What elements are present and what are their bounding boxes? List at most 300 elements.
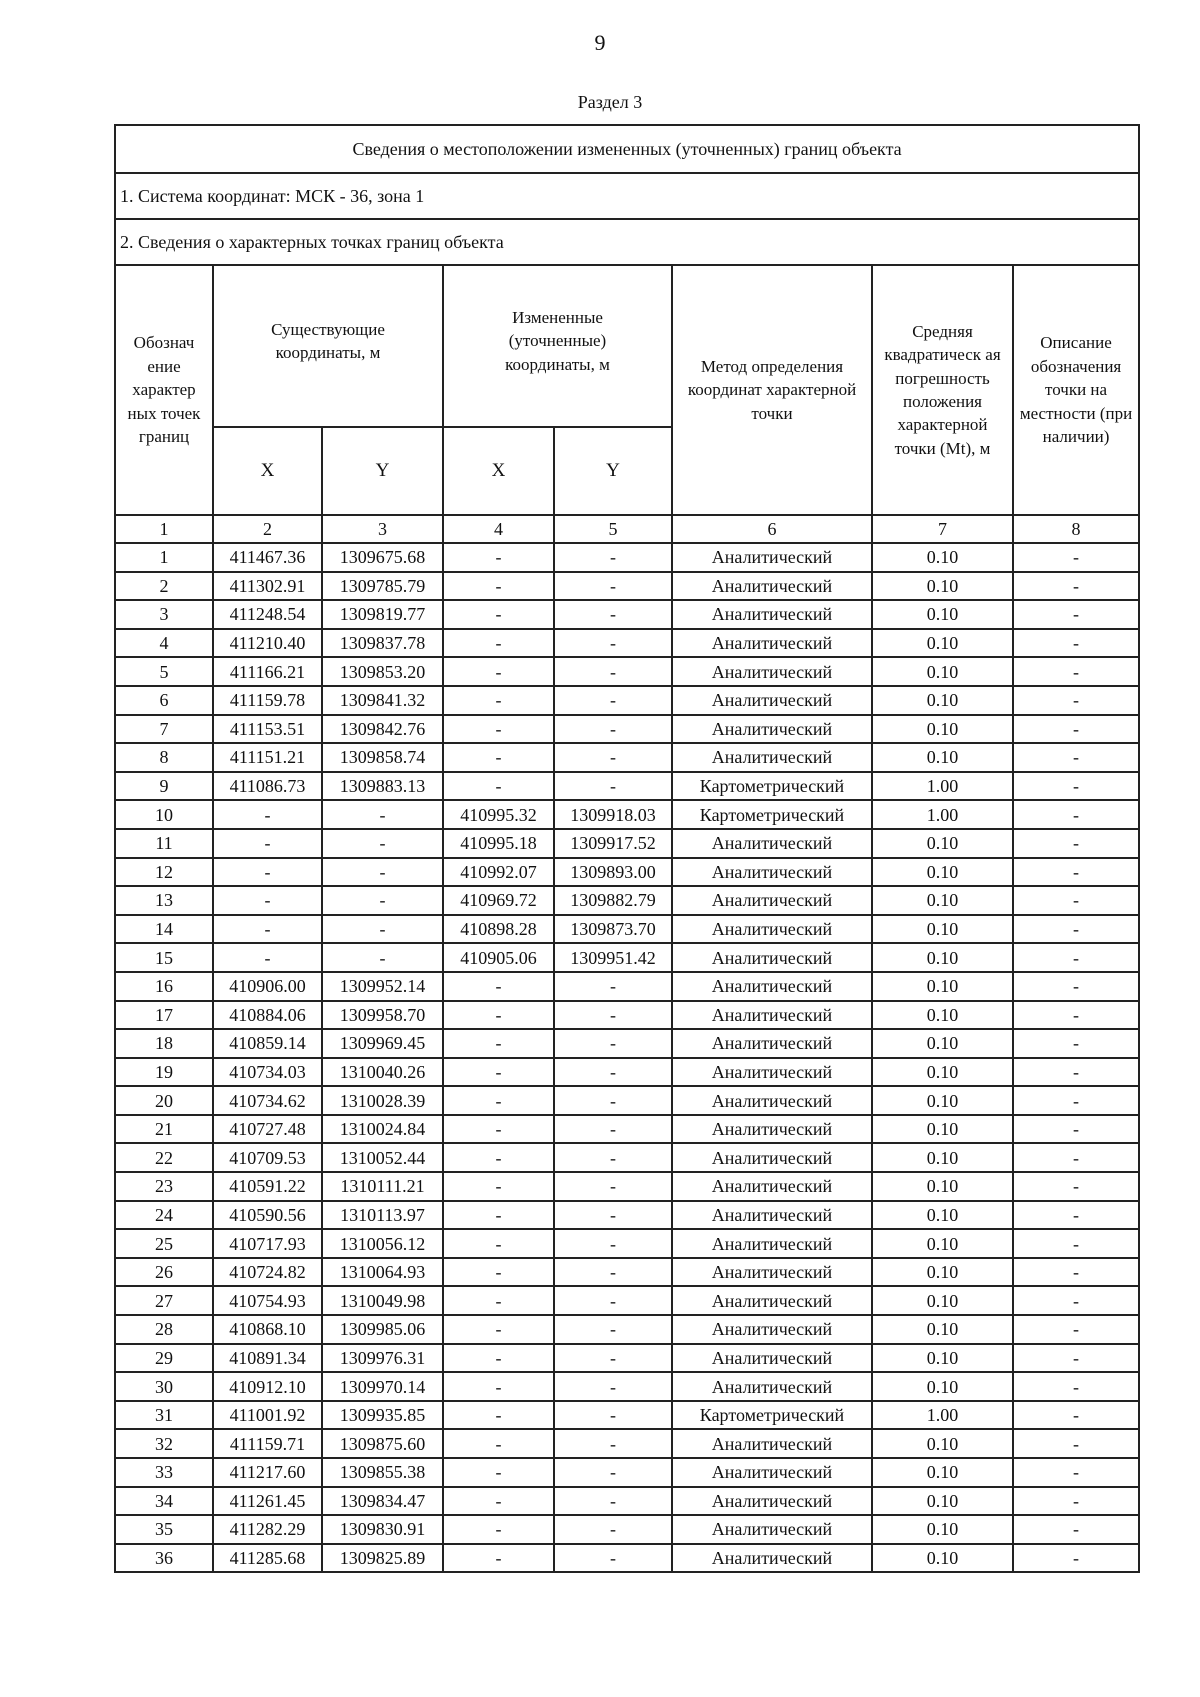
accuracy-cell: 0.10: [872, 543, 1013, 572]
existing-y-cell: 1309970.14: [322, 1372, 443, 1401]
point-number-cell: 24: [115, 1201, 213, 1230]
description-cell: -: [1013, 1315, 1139, 1344]
description-cell: -: [1013, 1086, 1139, 1115]
changed-y-cell: -: [554, 1315, 672, 1344]
existing-x-cell: 411282.29: [213, 1515, 322, 1544]
accuracy-cell: 0.10: [872, 1429, 1013, 1458]
accuracy-cell: 0.10: [872, 886, 1013, 915]
existing-y-cell: 1309858.74: [322, 743, 443, 772]
accuracy-cell: 0.10: [872, 686, 1013, 715]
accuracy-cell: 0.10: [872, 1458, 1013, 1487]
existing-x-cell: 410754.93: [213, 1286, 322, 1315]
column-number-row: [115, 515, 1139, 543]
method-cell: Аналитический: [672, 1515, 872, 1544]
changed-x-cell: -: [443, 1058, 554, 1087]
point-number-cell: 9: [115, 772, 213, 801]
description-cell: -: [1013, 1201, 1139, 1230]
accuracy-cell: 0.10: [872, 1201, 1013, 1230]
method-cell: Аналитический: [672, 1001, 872, 1030]
existing-x-cell: -: [213, 800, 322, 829]
accuracy-cell: 0.10: [872, 1515, 1013, 1544]
changed-x-cell: 410905.06: [443, 943, 554, 972]
existing-x-cell: 410724.82: [213, 1258, 322, 1287]
changed-y-cell: -: [554, 1372, 672, 1401]
changed-y-cell: -: [554, 543, 672, 572]
header-accuracy: Средняя квадратическ ая погрешность положения характерной точки (Mt), м: [872, 265, 1013, 515]
existing-y-cell: 1310113.97: [322, 1201, 443, 1230]
point-number-cell: 7: [115, 715, 213, 744]
changed-y-cell: -: [554, 686, 672, 715]
description-cell: -: [1013, 657, 1139, 686]
existing-x-cell: 410859.14: [213, 1029, 322, 1058]
changed-y-cell: 1309893.00: [554, 858, 672, 887]
description-cell: -: [1013, 572, 1139, 601]
description-cell: -: [1013, 1515, 1139, 1544]
existing-x-cell: 410591.22: [213, 1172, 322, 1201]
existing-x-cell: 411285.68: [213, 1544, 322, 1573]
method-cell: Аналитический: [672, 543, 872, 572]
header-method: Метод определения координат характерной точки: [672, 265, 872, 515]
method-cell: Аналитический: [672, 1201, 872, 1230]
table-row: [115, 1344, 1139, 1373]
existing-x-cell: 410727.48: [213, 1115, 322, 1144]
point-number-cell: 21: [115, 1115, 213, 1144]
description-cell: -: [1013, 543, 1139, 572]
point-number-cell: 14: [115, 915, 213, 944]
existing-y-cell: 1309853.20: [322, 657, 443, 686]
method-cell: Аналитический: [672, 600, 872, 629]
changed-y-cell: 1309882.79: [554, 886, 672, 915]
changed-x-cell: -: [443, 1115, 554, 1144]
method-cell: Аналитический: [672, 915, 872, 944]
changed-x-cell: -: [443, 1286, 554, 1315]
description-cell: -: [1013, 886, 1139, 915]
existing-x-cell: -: [213, 915, 322, 944]
existing-x-cell: 411217.60: [213, 1458, 322, 1487]
changed-y-cell: -: [554, 1458, 672, 1487]
description-cell: -: [1013, 1001, 1139, 1030]
accuracy-cell: 0.10: [872, 1058, 1013, 1087]
existing-x-cell: 411261.45: [213, 1487, 322, 1516]
changed-y-cell: 1309873.70: [554, 915, 672, 944]
changed-x-cell: -: [443, 1029, 554, 1058]
column-number: 3: [322, 515, 443, 543]
table-row: [115, 1229, 1139, 1258]
description-cell: -: [1013, 686, 1139, 715]
changed-y-cell: -: [554, 1544, 672, 1573]
table-row: [115, 1401, 1139, 1430]
table-row: [115, 1458, 1139, 1487]
changed-x-cell: -: [443, 1315, 554, 1344]
point-number-cell: 6: [115, 686, 213, 715]
table-title: Сведения о местоположении измененных (уточненных) границ объекта: [115, 125, 1139, 173]
points-heading-row: [115, 219, 1139, 265]
point-number-cell: 15: [115, 943, 213, 972]
column-number: 4: [443, 515, 554, 543]
accuracy-cell: 0.10: [872, 657, 1013, 686]
table-row: [115, 972, 1139, 1001]
changed-x-cell: -: [443, 1544, 554, 1573]
changed-x-cell: -: [443, 1401, 554, 1430]
method-cell: Аналитический: [672, 1229, 872, 1258]
existing-y-cell: 1309837.78: [322, 629, 443, 658]
changed-x-cell: -: [443, 1001, 554, 1030]
method-cell: Картометрический: [672, 800, 872, 829]
accuracy-cell: 0.10: [872, 1315, 1013, 1344]
description-cell: -: [1013, 715, 1139, 744]
point-number-cell: 4: [115, 629, 213, 658]
header-designation: Обознач ение характер ных точек границ: [115, 265, 213, 515]
point-number-cell: 31: [115, 1401, 213, 1430]
description-cell: -: [1013, 1029, 1139, 1058]
changed-y-cell: -: [554, 1286, 672, 1315]
table-row: [115, 1143, 1139, 1172]
table-row: [115, 686, 1139, 715]
column-number: 7: [872, 515, 1013, 543]
table-row: [115, 1515, 1139, 1544]
changed-y-cell: -: [554, 1258, 672, 1287]
point-number-cell: 18: [115, 1029, 213, 1058]
table-row: [115, 829, 1139, 858]
table-row: [115, 858, 1139, 887]
accuracy-cell: 0.10: [872, 858, 1013, 887]
existing-y-cell: 1309883.13: [322, 772, 443, 801]
method-cell: Аналитический: [672, 715, 872, 744]
accuracy-cell: 0.10: [872, 1258, 1013, 1287]
accuracy-cell: 0.10: [872, 1086, 1013, 1115]
column-number: 1: [115, 515, 213, 543]
point-number-cell: 19: [115, 1058, 213, 1087]
method-cell: Картометрический: [672, 1401, 872, 1430]
point-number-cell: 32: [115, 1429, 213, 1458]
changed-x-cell: -: [443, 1201, 554, 1230]
point-number-cell: 30: [115, 1372, 213, 1401]
changed-y-cell: -: [554, 1344, 672, 1373]
existing-x-cell: 410709.53: [213, 1143, 322, 1172]
table-row: [115, 1172, 1139, 1201]
existing-x-cell: 410884.06: [213, 1001, 322, 1030]
table-row: [115, 1058, 1139, 1087]
accuracy-cell: 0.10: [872, 1115, 1013, 1144]
description-cell: -: [1013, 1401, 1139, 1430]
point-number-cell: 17: [115, 1001, 213, 1030]
point-number-cell: 20: [115, 1086, 213, 1115]
accuracy-cell: 0.10: [872, 1286, 1013, 1315]
changed-y-cell: -: [554, 1172, 672, 1201]
existing-y-cell: -: [322, 886, 443, 915]
changed-x-cell: -: [443, 572, 554, 601]
changed-y-cell: -: [554, 1001, 672, 1030]
table-row: [115, 572, 1139, 601]
method-cell: Аналитический: [672, 886, 872, 915]
existing-x-cell: 410906.00: [213, 972, 322, 1001]
table-row: [115, 1201, 1139, 1230]
coord-system-row: [115, 173, 1139, 219]
changed-y-cell: -: [554, 657, 672, 686]
point-number-cell: 23: [115, 1172, 213, 1201]
method-cell: Картометрический: [672, 772, 872, 801]
existing-x-cell: 411248.54: [213, 600, 322, 629]
changed-y-cell: -: [554, 743, 672, 772]
existing-x-cell: 411001.92: [213, 1401, 322, 1430]
changed-x-cell: -: [443, 972, 554, 1001]
description-cell: -: [1013, 1229, 1139, 1258]
method-cell: Аналитический: [672, 1058, 872, 1087]
accuracy-cell: 0.10: [872, 1143, 1013, 1172]
method-cell: Аналитический: [672, 943, 872, 972]
description-cell: -: [1013, 1429, 1139, 1458]
changed-y-cell: 1309918.03: [554, 800, 672, 829]
method-cell: Аналитический: [672, 829, 872, 858]
point-number-cell: 2: [115, 572, 213, 601]
table-row: [115, 915, 1139, 944]
method-cell: Аналитический: [672, 629, 872, 658]
changed-x-cell: 410995.32: [443, 800, 554, 829]
method-cell: Аналитический: [672, 972, 872, 1001]
existing-x-cell: 411159.71: [213, 1429, 322, 1458]
existing-y-cell: 1309985.06: [322, 1315, 443, 1344]
point-number-cell: 12: [115, 858, 213, 887]
accuracy-cell: 0.10: [872, 943, 1013, 972]
column-number: 8: [1013, 515, 1139, 543]
accuracy-cell: 0.10: [872, 572, 1013, 601]
table-row: [115, 1286, 1139, 1315]
changed-x-cell: -: [443, 1515, 554, 1544]
accuracy-cell: 0.10: [872, 1001, 1013, 1030]
table-row: [115, 886, 1139, 915]
description-cell: -: [1013, 629, 1139, 658]
method-cell: Аналитический: [672, 657, 872, 686]
existing-y-cell: 1309952.14: [322, 972, 443, 1001]
description-cell: -: [1013, 1372, 1139, 1401]
point-number-cell: 28: [115, 1315, 213, 1344]
changed-x-cell: -: [443, 657, 554, 686]
changed-y-cell: -: [554, 1229, 672, 1258]
changed-x-cell: -: [443, 1229, 554, 1258]
changed-x-cell: -: [443, 743, 554, 772]
table-row: [115, 743, 1139, 772]
description-cell: -: [1013, 915, 1139, 944]
point-number-cell: 10: [115, 800, 213, 829]
description-cell: -: [1013, 1487, 1139, 1516]
changed-y-cell: -: [554, 715, 672, 744]
existing-y-cell: 1309875.60: [322, 1429, 443, 1458]
description-cell: -: [1013, 1544, 1139, 1573]
changed-y-cell: -: [554, 1143, 672, 1172]
accuracy-cell: 0.10: [872, 829, 1013, 858]
existing-x-cell: 410891.34: [213, 1344, 322, 1373]
changed-y-cell: -: [554, 972, 672, 1001]
changed-x-cell: 410898.28: [443, 915, 554, 944]
table-row: [115, 715, 1139, 744]
table-row: [115, 1029, 1139, 1058]
header-existing-y: Y: [322, 427, 443, 515]
changed-x-cell: -: [443, 1258, 554, 1287]
header-row-main: [115, 265, 1139, 427]
method-cell: Аналитический: [672, 1315, 872, 1344]
point-number-cell: 1: [115, 543, 213, 572]
table-row: [115, 657, 1139, 686]
description-cell: -: [1013, 1115, 1139, 1144]
existing-y-cell: 1309675.68: [322, 543, 443, 572]
method-cell: Аналитический: [672, 1372, 872, 1401]
existing-y-cell: 1309834.47: [322, 1487, 443, 1516]
table-row: [115, 1115, 1139, 1144]
changed-y-cell: -: [554, 1401, 672, 1430]
description-cell: -: [1013, 772, 1139, 801]
changed-y-cell: -: [554, 1429, 672, 1458]
changed-x-cell: -: [443, 715, 554, 744]
method-cell: Аналитический: [672, 1429, 872, 1458]
changed-x-cell: -: [443, 1344, 554, 1373]
method-cell: Аналитический: [672, 1487, 872, 1516]
changed-x-cell: -: [443, 1429, 554, 1458]
existing-y-cell: -: [322, 915, 443, 944]
existing-x-cell: 410912.10: [213, 1372, 322, 1401]
existing-x-cell: 411467.36: [213, 543, 322, 572]
existing-y-cell: 1309785.79: [322, 572, 443, 601]
table-row: [115, 1086, 1139, 1115]
table-row: [115, 1544, 1139, 1573]
existing-x-cell: -: [213, 943, 322, 972]
accuracy-cell: 0.10: [872, 915, 1013, 944]
changed-y-cell: 1309951.42: [554, 943, 672, 972]
accuracy-cell: 0.10: [872, 743, 1013, 772]
accuracy-cell: 0.10: [872, 1544, 1013, 1573]
point-number-cell: 16: [115, 972, 213, 1001]
method-cell: Аналитический: [672, 1458, 872, 1487]
existing-x-cell: 411159.78: [213, 686, 322, 715]
table-row: [115, 1001, 1139, 1030]
existing-x-cell: 411151.21: [213, 743, 322, 772]
header-description: Описание обозначения точки на местности (при наличии): [1013, 265, 1139, 515]
changed-x-cell: -: [443, 1458, 554, 1487]
header-changed-y: Y: [554, 427, 672, 515]
existing-y-cell: 1310111.21: [322, 1172, 443, 1201]
existing-y-cell: 1309855.38: [322, 1458, 443, 1487]
changed-y-cell: -: [554, 600, 672, 629]
existing-x-cell: -: [213, 886, 322, 915]
point-number-cell: 3: [115, 600, 213, 629]
description-cell: -: [1013, 743, 1139, 772]
accuracy-cell: 0.10: [872, 1372, 1013, 1401]
existing-x-cell: 410868.10: [213, 1315, 322, 1344]
changed-y-cell: -: [554, 772, 672, 801]
existing-x-cell: 410590.56: [213, 1201, 322, 1230]
existing-y-cell: 1310056.12: [322, 1229, 443, 1258]
changed-y-cell: -: [554, 1115, 672, 1144]
table-row: [115, 629, 1139, 658]
changed-x-cell: -: [443, 772, 554, 801]
points-heading: 2. Сведения о характерных точках границ объекта: [115, 219, 1139, 265]
accuracy-cell: 0.10: [872, 1172, 1013, 1201]
accuracy-cell: 1.00: [872, 800, 1013, 829]
header-existing-x: X: [213, 427, 322, 515]
changed-x-cell: 410992.07: [443, 858, 554, 887]
existing-x-cell: -: [213, 829, 322, 858]
changed-y-cell: -: [554, 1487, 672, 1516]
existing-y-cell: 1309830.91: [322, 1515, 443, 1544]
description-cell: -: [1013, 1172, 1139, 1201]
changed-x-cell: -: [443, 543, 554, 572]
existing-y-cell: 1309976.31: [322, 1344, 443, 1373]
point-number-cell: 26: [115, 1258, 213, 1287]
accuracy-cell: 0.10: [872, 1344, 1013, 1373]
existing-x-cell: 411086.73: [213, 772, 322, 801]
method-cell: Аналитический: [672, 1172, 872, 1201]
existing-y-cell: 1309958.70: [322, 1001, 443, 1030]
table-title-row: [115, 125, 1139, 173]
existing-x-cell: 411210.40: [213, 629, 322, 658]
point-number-cell: 13: [115, 886, 213, 915]
point-number-cell: 34: [115, 1487, 213, 1516]
changed-x-cell: 410969.72: [443, 886, 554, 915]
page-number: 9: [594, 30, 606, 55]
existing-y-cell: 1310052.44: [322, 1143, 443, 1172]
description-cell: -: [1013, 1344, 1139, 1373]
method-cell: Аналитический: [672, 1258, 872, 1287]
existing-x-cell: 410734.62: [213, 1086, 322, 1115]
existing-y-cell: 1309842.76: [322, 715, 443, 744]
existing-x-cell: 410734.03: [213, 1058, 322, 1087]
description-cell: -: [1013, 1258, 1139, 1287]
changed-x-cell: -: [443, 1172, 554, 1201]
header-existing: Существующие координаты, м: [213, 265, 443, 427]
changed-y-cell: -: [554, 1058, 672, 1087]
method-cell: Аналитический: [672, 572, 872, 601]
method-cell: Аналитический: [672, 858, 872, 887]
description-cell: -: [1013, 943, 1139, 972]
changed-y-cell: -: [554, 629, 672, 658]
changed-y-cell: -: [554, 1029, 672, 1058]
accuracy-cell: 0.10: [872, 600, 1013, 629]
accuracy-cell: 1.00: [872, 772, 1013, 801]
table-row: [115, 1429, 1139, 1458]
table-row: [115, 772, 1139, 801]
point-number-cell: 36: [115, 1544, 213, 1573]
table-row: [115, 1372, 1139, 1401]
existing-x-cell: -: [213, 858, 322, 887]
point-number-cell: 35: [115, 1515, 213, 1544]
table-row: [115, 600, 1139, 629]
description-cell: -: [1013, 1286, 1139, 1315]
description-cell: -: [1013, 600, 1139, 629]
changed-y-cell: -: [554, 572, 672, 601]
table-row: [115, 943, 1139, 972]
accuracy-cell: 0.10: [872, 629, 1013, 658]
changed-y-cell: -: [554, 1201, 672, 1230]
table-row: [115, 1315, 1139, 1344]
method-cell: Аналитический: [672, 1143, 872, 1172]
column-number: 2: [213, 515, 322, 543]
changed-x-cell: -: [443, 1372, 554, 1401]
method-cell: Аналитический: [672, 686, 872, 715]
description-cell: -: [1013, 858, 1139, 887]
method-cell: Аналитический: [672, 1029, 872, 1058]
point-number-cell: 11: [115, 829, 213, 858]
existing-x-cell: 411166.21: [213, 657, 322, 686]
existing-y-cell: -: [322, 858, 443, 887]
boundary-points-table: [114, 124, 1140, 1573]
existing-y-cell: 1310049.98: [322, 1286, 443, 1315]
description-cell: -: [1013, 1143, 1139, 1172]
section-title: Раздел 3: [577, 92, 643, 112]
existing-y-cell: -: [322, 943, 443, 972]
description-cell: -: [1013, 800, 1139, 829]
existing-y-cell: 1309969.45: [322, 1029, 443, 1058]
existing-y-cell: 1310028.39: [322, 1086, 443, 1115]
accuracy-cell: 0.10: [872, 1487, 1013, 1516]
